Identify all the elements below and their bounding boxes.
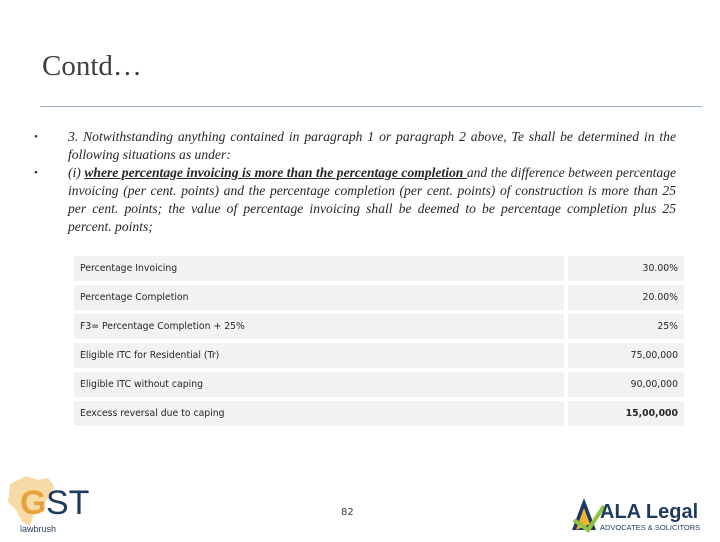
calculation-table <box>74 256 684 430</box>
table-row <box>74 372 684 401</box>
row-value: 75,00,000 <box>564 343 684 372</box>
bullet-text: 3. Notwithstanding anything contained in paragraph 1 or paragraph 2 above, Te shall be determined in the following situations as under: <box>68 129 676 162</box>
svg-text:lawbrush: lawbrush <box>20 524 57 534</box>
title-divider <box>40 106 702 107</box>
page-number: 82 <box>341 507 354 518</box>
bullet-text-group <box>68 164 676 236</box>
row-label: Percentage Invoicing <box>74 256 564 285</box>
row-label: Eligible ITC without caping <box>74 372 564 401</box>
gst-logo <box>4 474 104 542</box>
row-value: 25% <box>564 314 684 343</box>
bullet-list <box>34 128 676 236</box>
svg-text:ADVOCATES & SOLICITORS: ADVOCATES & SOLICITORS <box>600 523 701 532</box>
svg-text:G: G <box>20 484 47 522</box>
row-value: 30.00% <box>564 256 684 285</box>
table-row <box>74 343 684 372</box>
row-value: 15,00,000 <box>564 401 684 430</box>
row-value: 20.00% <box>564 285 684 314</box>
bullet-text: and the difference between percentage invoicing (per cent. points) and the percentage completion (per cent. points) of construction is more than 25 per cent. points; the value of percentage invoicing shall be deemed to be percentage completion plus 25 percent. points; <box>68 165 677 234</box>
row-label: F3= Percentage Completion + 25% <box>74 314 564 343</box>
ala-legal-logo <box>560 494 716 540</box>
bullet-prefix: (i) <box>68 165 85 180</box>
svg-text:ST: ST <box>46 484 90 522</box>
bullet-marker: • <box>34 131 38 143</box>
bullet-emphasis: where percentage invoicing is more than the percentage completion <box>84 165 467 180</box>
svg-text:ALA Legal: ALA Legal <box>600 501 699 523</box>
bullet-marker: • <box>34 167 38 179</box>
row-label: Eexcess reversal due to caping <box>74 401 564 430</box>
row-label: Eligible ITC for Residential (Tr) <box>74 343 564 372</box>
bullet-item <box>34 128 676 164</box>
slide-title: Contd… <box>42 50 142 82</box>
row-label: Percentage Completion <box>74 285 564 314</box>
table-row <box>74 314 684 343</box>
bullet-item <box>34 164 676 236</box>
table-row <box>74 401 684 430</box>
row-value: 90,00,000 <box>564 372 684 401</box>
table-row <box>74 285 684 314</box>
table-row <box>74 256 684 285</box>
